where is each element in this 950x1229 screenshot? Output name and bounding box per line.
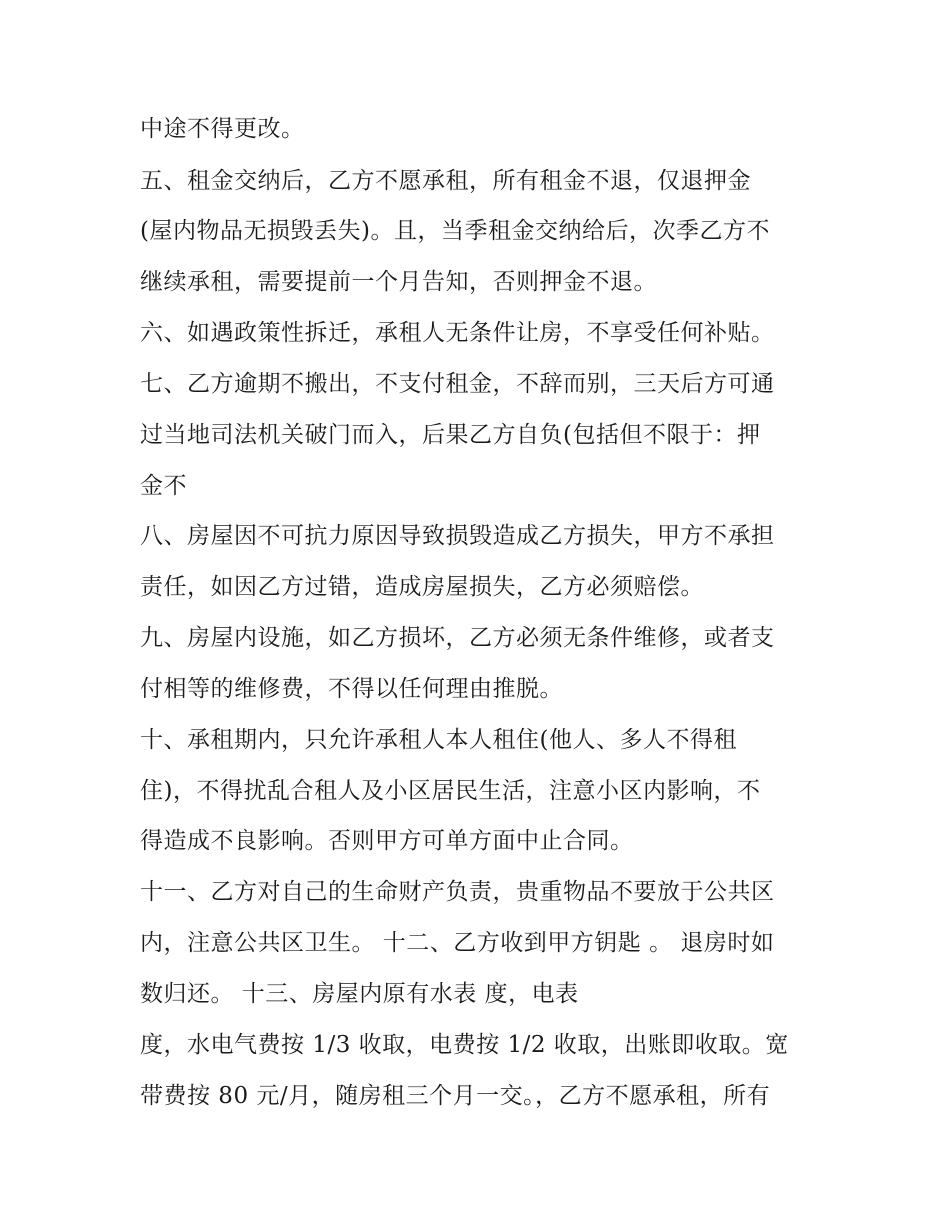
text-line: 金不 bbox=[140, 473, 187, 499]
text-line: 过当地司法机关破门而入，后果乙方自负(包括但不限于：押 bbox=[140, 422, 761, 448]
text-line: 十一、乙方对自己的生命财产负责，贵重物品不要放于公共区 bbox=[140, 879, 775, 905]
text-line: 内，注意公共区卫生。 十二、乙方收到甲方钥匙 。 退房时如 bbox=[140, 930, 775, 956]
text-line: 中途不得更改。 bbox=[140, 116, 305, 142]
text-line: 带费按 80 元/月，随房租三个月一交。，乙方不愿承租，所有 bbox=[140, 1083, 771, 1109]
text-line: 数归还。 十三、房屋内原有水表 度，电表 bbox=[140, 981, 579, 1007]
text-line: 五、租金交纳后，乙方不愿承租，所有租金不退，仅退押金 bbox=[140, 168, 751, 194]
text-line: 八、房屋因不可抗力原因导致损毁造成乙方损失，甲方不承担 bbox=[140, 523, 775, 549]
text-line: 责任，如因乙方过错，造成房屋损失，乙方必须赔偿。 bbox=[140, 574, 704, 600]
text-line: 得造成不良影响。否则甲方可单方面中止合同。 bbox=[140, 828, 634, 854]
text-line: 度，水电气费按 1/3 收取，电费按 1/2 收取，出账即收取。宽 bbox=[140, 1032, 789, 1058]
text-line: 住)，不得扰乱合租人及小区居民生活，注意小区内影响，不 bbox=[140, 778, 761, 804]
text-line: 七、乙方逾期不搬出，不支付租金，不辞而别，三天后方可通 bbox=[140, 371, 775, 397]
text-line: (屋内物品无损毁丢失)。且，当季租金交纳给后，次季乙方不 bbox=[140, 218, 770, 244]
text-line: 九、房屋内设施，如乙方损坏，乙方必须无条件维修，或者支 bbox=[140, 625, 775, 651]
text-line: 付相等的维修费，不得以任何理由推脱。 bbox=[140, 676, 563, 702]
text-line: 继续承租，需要提前一个月告知，否则押金不退。 bbox=[140, 269, 657, 295]
text-line: 六、如遇政策性拆迁，承租人无条件让房，不享受任何补贴。 bbox=[140, 320, 775, 346]
text-line: 十、承租期内，只允许承租人本人租住(他人、多人不得租 bbox=[140, 727, 737, 753]
